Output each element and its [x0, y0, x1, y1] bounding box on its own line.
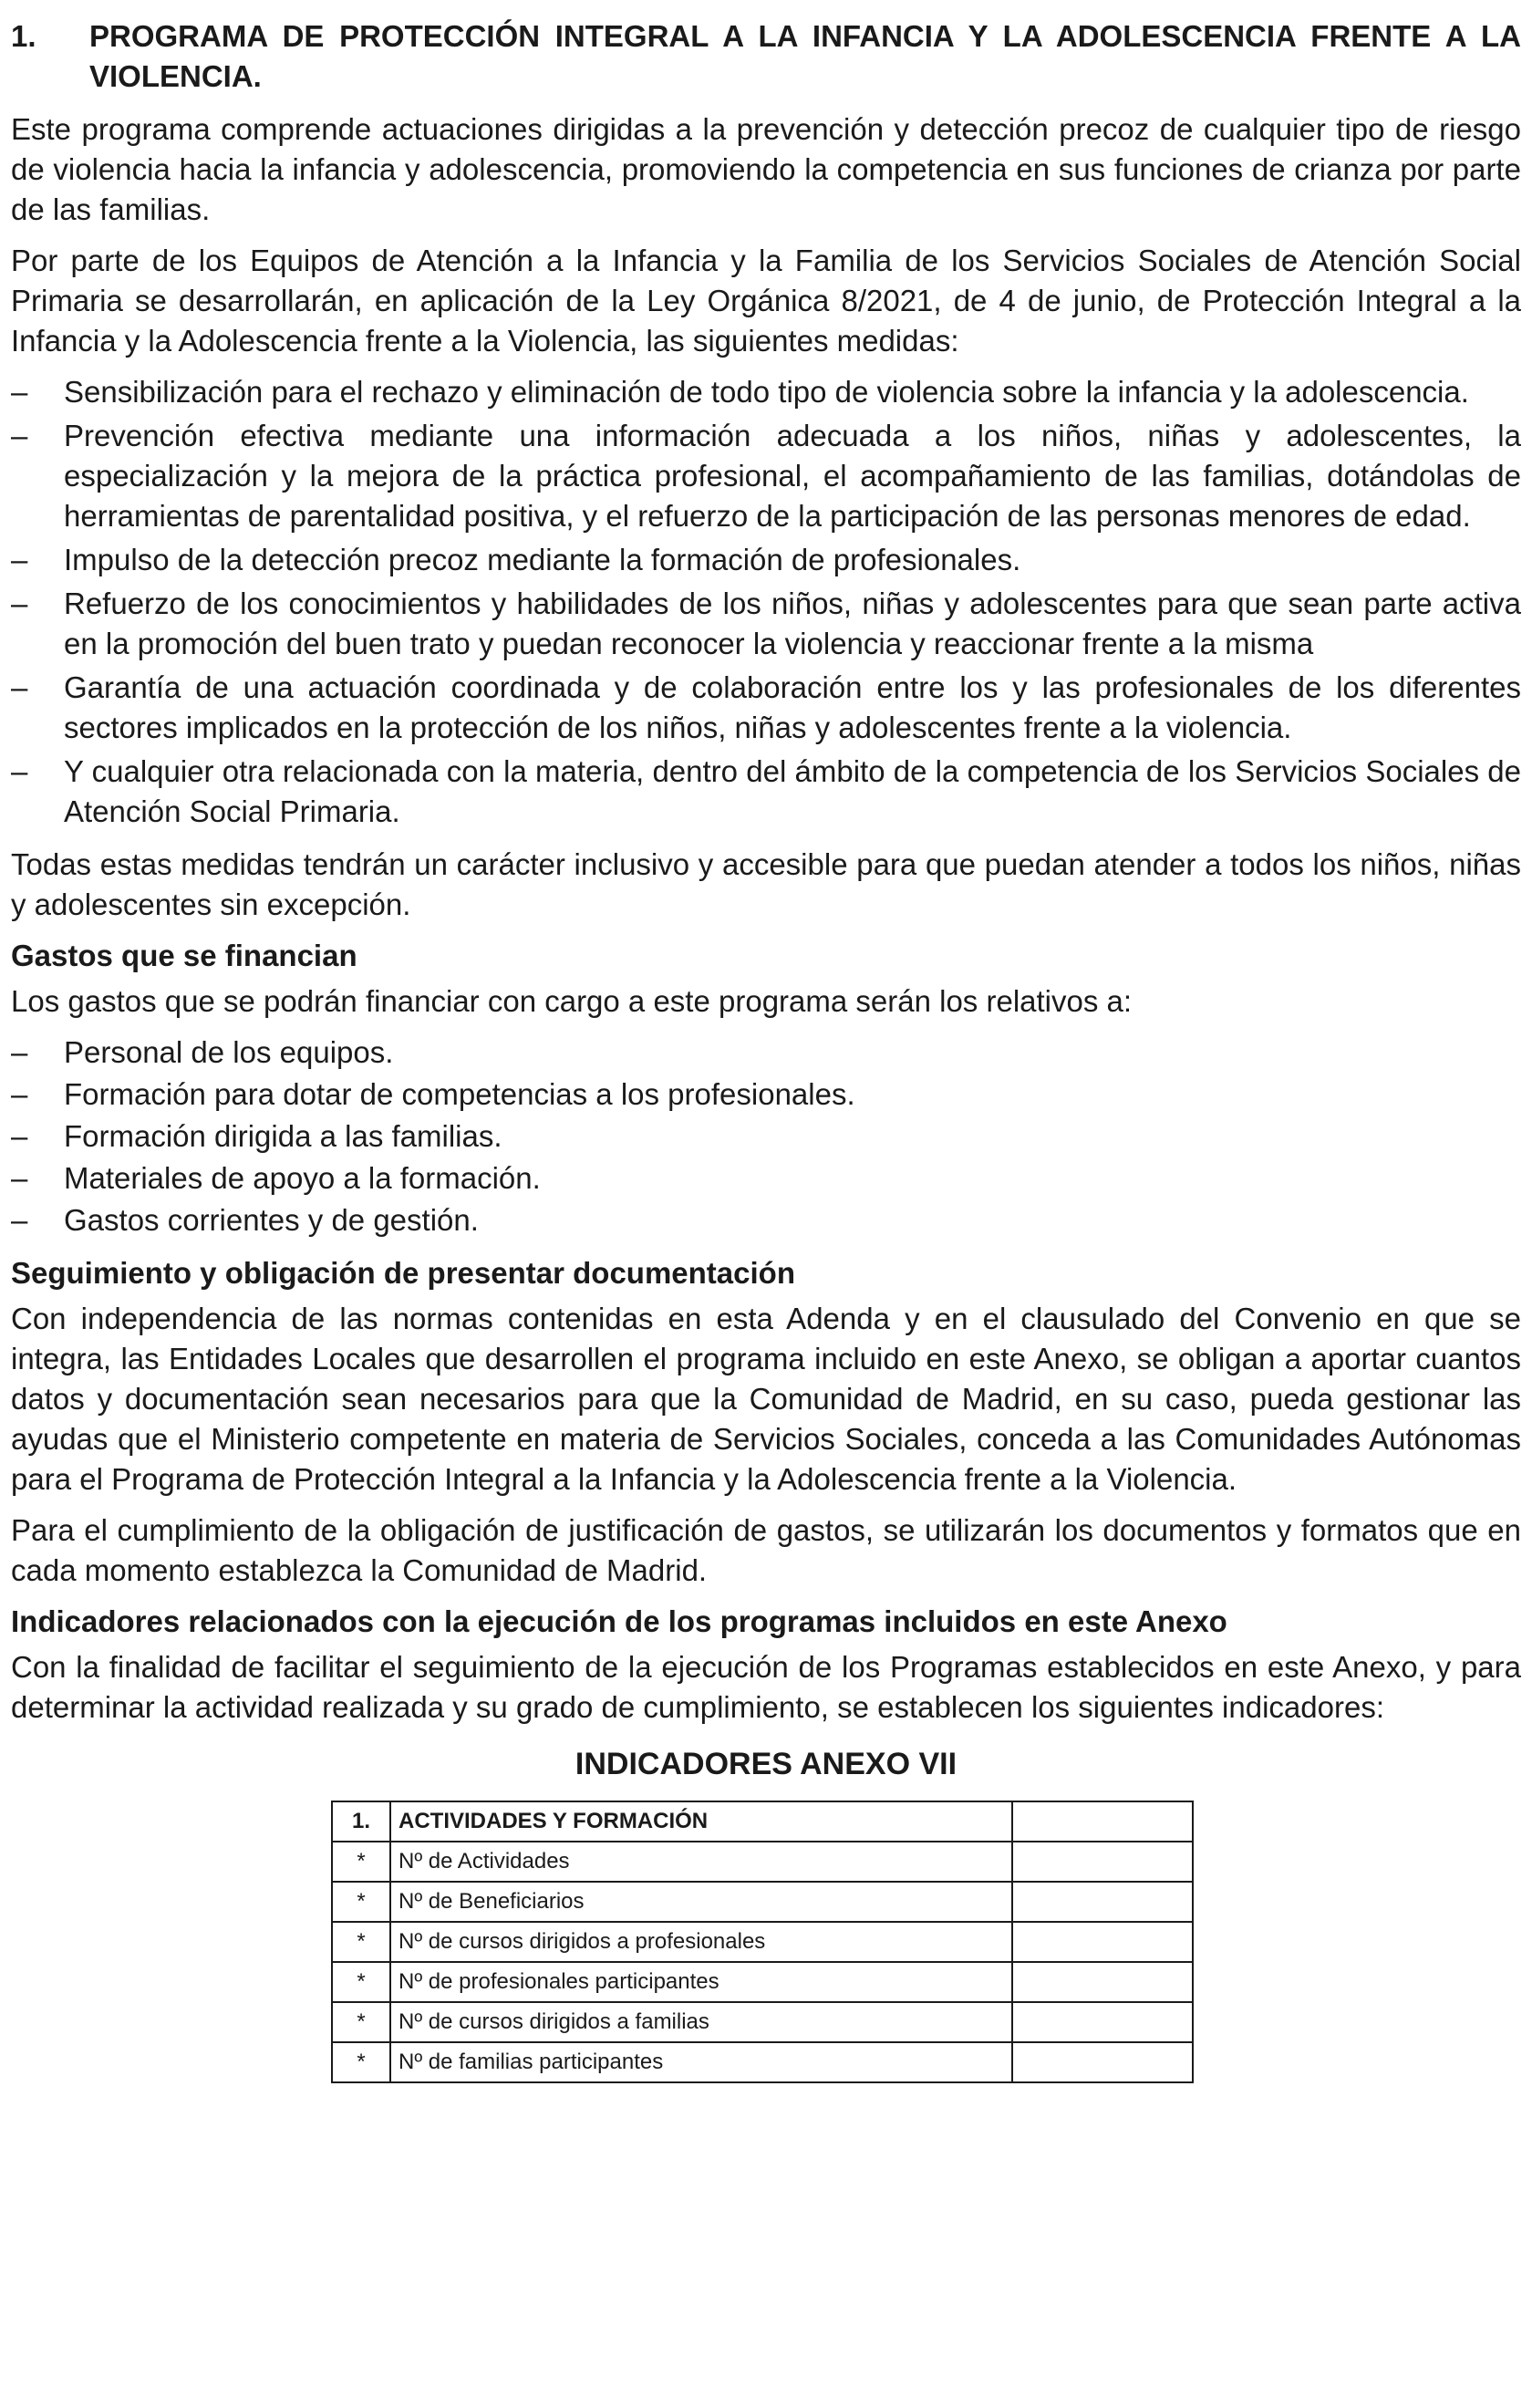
dash-bullet: – — [11, 1161, 28, 1195]
dash-bullet: – — [11, 1035, 28, 1069]
header-number-cell: 1. — [332, 1801, 390, 1842]
indicators-heading: Indicadores relacionados con la ejecución de los programas incluidos en este Anexo — [11, 1604, 1227, 1638]
list-item: – Y cualquier otra relacionada con la materia, dentro del ámbito de la competencia de los Servicios Sociales de Atención Social Primaria. — [11, 752, 1521, 832]
indicators-intro: Con la finalidad de facilitar el seguimiento de la ejecución de los Programas establecidos en este Anexo, y para determinar la actividad realizada y su grado de cumplimiento, se establecen los siguientes indicadores: — [11, 1650, 1521, 1724]
row-value-cell — [1012, 1962, 1193, 2002]
expenses-intro: Los gastos que se podrán financiar con cargo a este programa serán los relativos a: — [11, 984, 1133, 1018]
row-value-cell — [1012, 1842, 1193, 1882]
indicators-table-title: INDICADORES ANEXO VII — [574, 1747, 958, 1781]
followup-paragraph: Con independencia de las normas contenidas en esta Adenda y en el clausulado del Convenio en que se integra, las Entidades Locales que desarrollen el programa incluido en este Anexo, se obligan a aportar cuantos datos y documentación sean necesarios para que la Comunidad de Madrid, en su caso, pueda gestionar las ayudas que el Ministerio competente en materia de Servicios Sociales, conceda a las Comunidades Autónomas para el Programa de Protección Integral a la Infancia y la Adolescencia frente a la Violencia. — [11, 1302, 1521, 1496]
indicators-table — [331, 1801, 1194, 2083]
row-label-cell: Nº de cursos dirigidos a profesionales — [390, 1922, 1012, 1962]
table-row — [332, 2002, 1193, 2042]
row-label-cell: Nº de familias participantes — [390, 2042, 1012, 2082]
row-label-cell: Nº de Beneficiarios — [390, 1882, 1012, 1922]
row-mark-cell: * — [332, 1962, 390, 2002]
row-mark-cell: * — [332, 2042, 390, 2082]
dash-bullet: – — [11, 1203, 28, 1237]
row-value-cell — [1012, 1882, 1193, 1922]
dash-bullet: – — [11, 754, 28, 788]
list-item: – Formación dirigida a las familias. — [11, 1116, 1521, 1157]
table-row — [332, 1882, 1193, 1922]
list-item: – Garantía de una actuación coordinada y de colaboración entre los y las profesionales de los diferentes sectores implicados en la protección de los niños, niñas y adolescentes frente a la violencia. — [11, 668, 1521, 748]
row-mark-cell: * — [332, 1842, 390, 1882]
followup-paragraph: Para el cumplimiento de la obligación de justificación de gastos, se utilizarán los documentos y formatos que en cada momento establezca la Comunidad de Madrid. — [11, 1513, 1521, 1587]
list-item: – Sensibilización para el rechazo y eliminación de todo tipo de violencia sobre la infancia y la adolescencia. — [11, 372, 1521, 412]
section-title: PROGRAMA DE PROTECCIÓN INTEGRAL A LA INFANCIA Y LA ADOLESCENCIA FRENTE A LA VIOLENCIA. — [89, 19, 1521, 93]
document-page — [11, 16, 1521, 2083]
list-item: – Refuerzo de los conocimientos y habilidades de los niños, niñas y adolescentes para que sean parte activa en la promoción del buen trato y puedan reconocer la violencia y reaccionar frente a la misma — [11, 584, 1521, 664]
dash-bullet: – — [11, 419, 28, 452]
list-item: – Formación para dotar de competencias a los profesionales. — [11, 1074, 1521, 1115]
table-row — [332, 1842, 1193, 1882]
section-heading — [11, 16, 1521, 97]
row-mark-cell: * — [332, 2002, 390, 2042]
section-number: 1. — [11, 19, 36, 53]
dash-bullet: – — [11, 1119, 28, 1153]
measures-list — [11, 372, 1521, 832]
table-row — [332, 2042, 1193, 2082]
row-label-cell: Nº de cursos dirigidos a familias — [390, 2002, 1012, 2042]
closing-paragraph: Todas estas medidas tendrán un carácter inclusivo y accesible para que puedan atender a todos los niños, niñas y adolescentes sin excepción. — [11, 847, 1521, 921]
list-item: – Materiales de apoyo a la formación. — [11, 1158, 1521, 1199]
header-empty-cell — [1012, 1801, 1193, 1842]
row-label-cell: Nº de profesionales participantes — [390, 1962, 1012, 2002]
intro-paragraph: Por parte de los Equipos de Atención a la Infancia y la Familia de los Servicios Sociales de Atención Social Primaria se desarrollarán, en aplicación de la Ley Orgánica 8/2021, de 4 de junio, de Protección Integral a la Infancia y la Adolescencia frente a la Violencia, las siguientes medidas: — [11, 244, 1521, 358]
table-row — [332, 1962, 1193, 2002]
list-item: – Prevención efectiva mediante una información adecuada a los niños, niñas y adolescentes, la especialización y la mejora de la práctica profesional, el acompañamiento de las familias, dotándolas de herramientas de parentalidad positiva, y el refuerzo de la participación de las personas menores de edad. — [11, 416, 1521, 536]
table-row — [332, 1922, 1193, 1962]
list-item: – Personal de los equipos. — [11, 1033, 1521, 1073]
dash-bullet: – — [11, 375, 28, 409]
followup-heading: Seguimiento y obligación de presentar documentación — [11, 1256, 795, 1290]
list-item: – Gastos corrientes y de gestión. — [11, 1200, 1521, 1240]
row-mark-cell: * — [332, 1882, 390, 1922]
dash-bullet: – — [11, 1077, 28, 1111]
row-mark-cell: * — [332, 1922, 390, 1962]
expenses-heading: Gastos que se financian — [11, 939, 357, 972]
intro-paragraph: Este programa comprende actuaciones dirigidas a la prevención y detección precoz de cualquier tipo de riesgo de violencia hacia la infancia y adolescencia, promoviendo la competencia en sus funciones de crianza por parte de las familias. — [11, 112, 1521, 226]
dash-bullet: – — [11, 543, 28, 576]
header-label-cell: ACTIVIDADES Y FORMACIÓN — [390, 1801, 1012, 1842]
row-label-cell: Nº de Actividades — [390, 1842, 1012, 1882]
row-value-cell — [1012, 2042, 1193, 2082]
table-header-row — [332, 1801, 1193, 1842]
row-value-cell — [1012, 1922, 1193, 1962]
row-value-cell — [1012, 2002, 1193, 2042]
dash-bullet: – — [11, 586, 28, 620]
expenses-list — [11, 1033, 1521, 1240]
list-item: – Impulso de la detección precoz mediante la formación de profesionales. — [11, 540, 1521, 580]
dash-bullet: – — [11, 670, 28, 704]
